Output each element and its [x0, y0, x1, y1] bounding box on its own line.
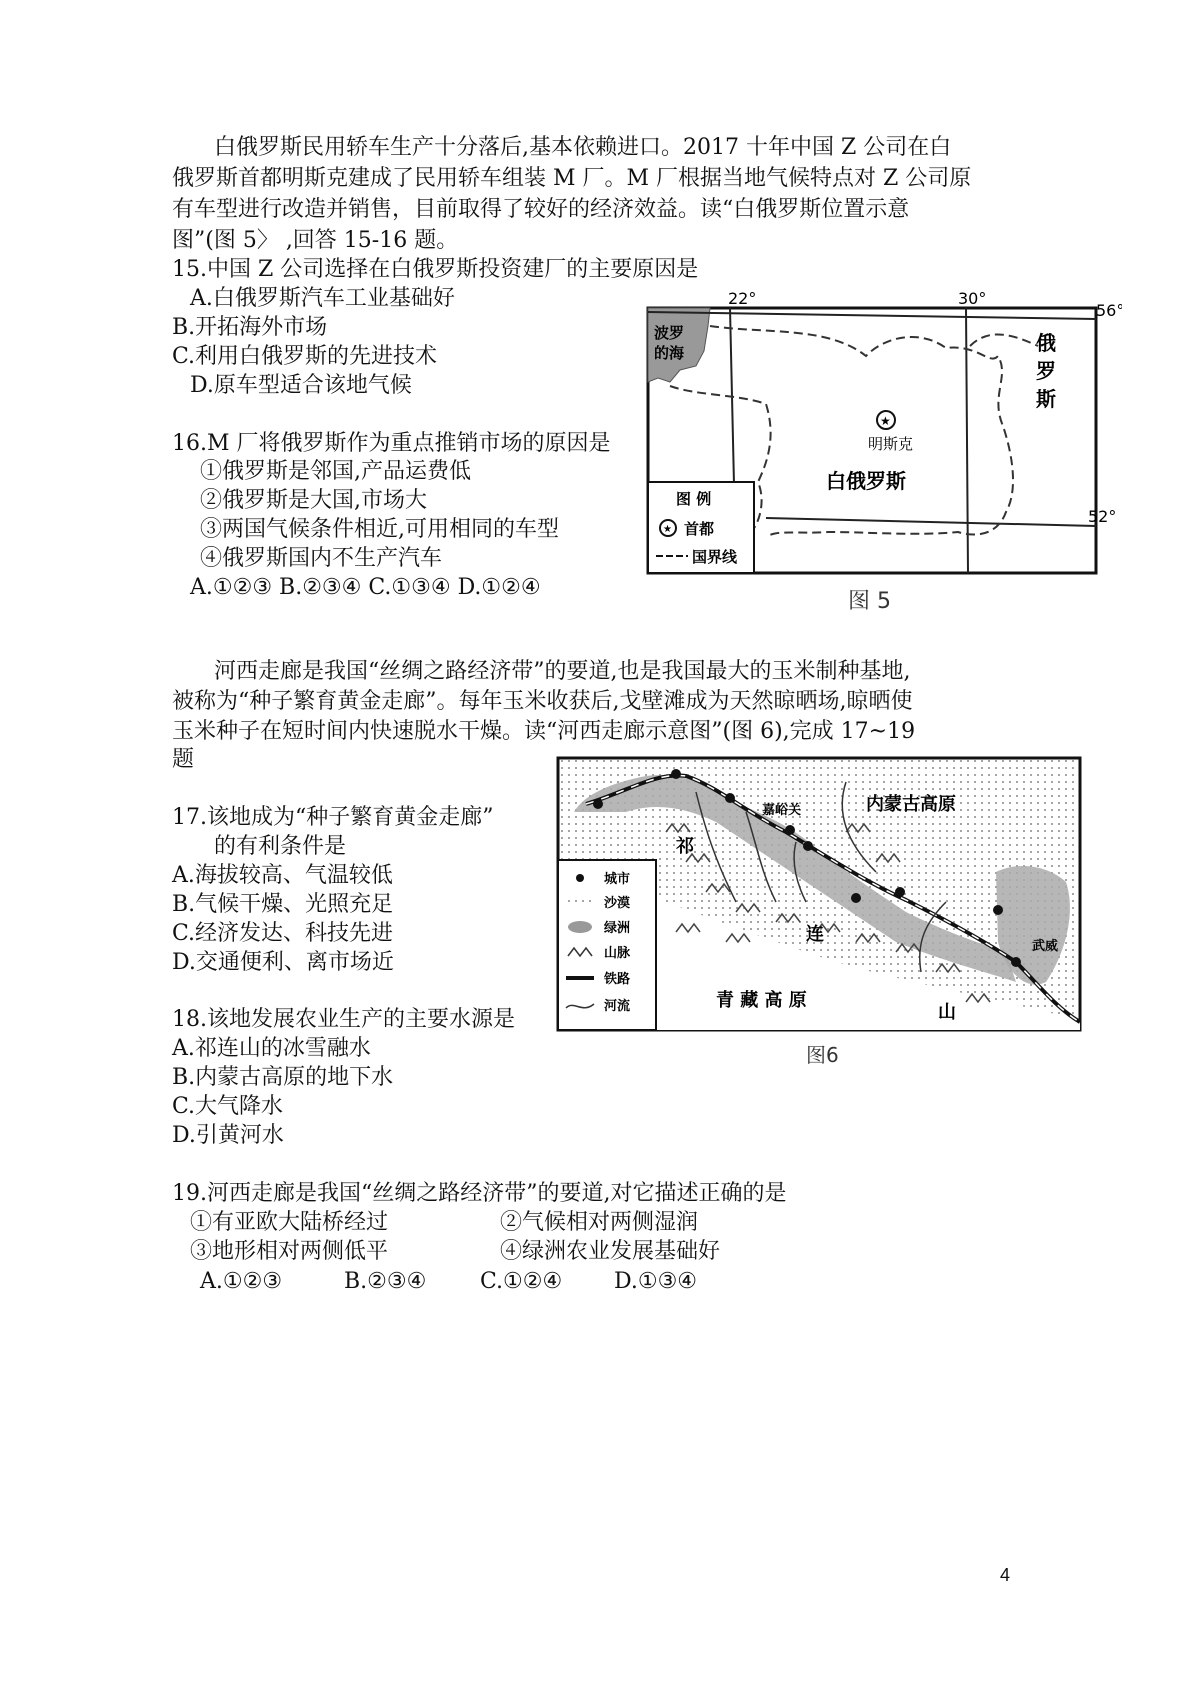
q17-option-b: B.气候干燥、光照充足	[172, 892, 394, 917]
q19-item-3: ③地形相对两侧低平	[190, 1239, 389, 1264]
label-qinghai-tibet-plateau: 青 藏 高 原	[716, 990, 807, 1011]
label-longitude-30: 30°	[958, 289, 987, 308]
label-baltic-sea-2: 的海	[654, 344, 685, 362]
label-belarus: 白俄罗斯	[826, 469, 906, 493]
q18-option-b: B.内蒙古高原的地下水	[172, 1065, 394, 1090]
label-inner-mongolia-plateau: 内蒙古高原	[866, 794, 956, 815]
legend6-mountain-label: 山脉	[604, 946, 631, 961]
q18-option-d: D.引黄河水	[172, 1123, 284, 1148]
city-dot	[671, 769, 681, 779]
legend-capital-star-glyph: ★	[663, 524, 672, 535]
q19-item-4: ④绿洲农业发展基础好	[500, 1239, 721, 1264]
q19-option-d: D.①③④	[614, 1269, 698, 1294]
label-lian: 连	[806, 924, 824, 945]
q19-option-c: C.①②④	[480, 1269, 563, 1294]
q17-stem-2: 的有利条件是	[214, 834, 347, 859]
city-dot	[785, 825, 795, 835]
label-jiayuguan: 嘉峪关	[762, 803, 802, 818]
city-dot	[725, 793, 735, 803]
q15-option-d: D.原车型适合该地气候	[190, 373, 412, 398]
q16-item-2: ②俄罗斯是大国,市场大	[200, 488, 427, 513]
city-dot	[851, 893, 861, 903]
label-wuwei: 武威	[1032, 939, 1059, 954]
label-shan: 山	[938, 1002, 956, 1023]
city-dot	[593, 799, 603, 809]
intro2-line-2: 被称为“种子繁育黄金走廊”。每年玉米收获后,戈壁滩成为天然晾晒场,晾晒使	[172, 689, 913, 714]
legend6-city-icon	[576, 874, 584, 882]
intro1-line-4: 图”(图 5〉 ,回答 15-16 题。	[172, 228, 459, 253]
hexi-map-svg	[546, 752, 1098, 1072]
q15-option-c: C.利用白俄罗斯的先进技术	[172, 344, 438, 369]
city-dot	[895, 887, 905, 897]
label-russia-2: 罗	[1036, 359, 1056, 383]
label-russia-1: 俄	[1036, 331, 1056, 355]
label-baltic-sea-1: 波罗	[654, 324, 685, 342]
intro1-line-1: 白俄罗斯民用轿车生产十分落后,基本依赖进口。2017 十年中国 Z 公司在白	[214, 135, 952, 160]
q16-options: A.①②③ B.②③④ C.①③④ D.①②④	[190, 575, 541, 600]
q15-option-b: B.开拓海外市场	[172, 315, 328, 340]
figure-6-hexi-corridor-map	[546, 752, 1098, 1072]
label-latitude-56: 56°	[1096, 301, 1122, 320]
q17-option-d: D.交通便利、离市场近	[172, 950, 394, 975]
q19-stem: 19.河西走廊是我国“丝绸之路经济带”的要道,对它描述正确的是	[172, 1181, 787, 1206]
label-latitude-52: 52°	[1088, 507, 1117, 526]
q19-option-a: A.①②③	[200, 1269, 283, 1294]
q19-item-2: ②气候相对两侧湿润	[500, 1210, 699, 1235]
q17-option-c: C.经济发达、科技先进	[172, 921, 394, 946]
q18-option-c: C.大气降水	[172, 1094, 284, 1119]
legend-title: 图 例	[676, 490, 712, 508]
legend6-desert-label: 沙漠	[604, 896, 631, 911]
q17-option-a: A.海拔较高、气温较低	[172, 863, 393, 888]
legend6-river-label: 河流	[604, 999, 631, 1014]
q19-option-b: B.②③④	[344, 1269, 427, 1294]
q15-stem: 15.中国 Z 公司选择在白俄罗斯投资建厂的主要原因是	[172, 257, 699, 282]
q16-item-4: ④俄罗斯国内不生产汽车	[200, 546, 443, 571]
legend-capital-label: 首都	[684, 520, 715, 538]
label-longitude-22: 22°	[728, 289, 757, 308]
intro2-line-1: 河西走廊是我国“丝绸之路经济带”的要道,也是我国最大的玉米制种基地,	[214, 659, 911, 684]
q19-item-1: ①有亚欧大陆桥经过	[190, 1210, 389, 1235]
belarus-map-svg	[618, 286, 1122, 622]
capital-star-glyph: ★	[880, 414, 891, 428]
q18-stem: 18.该地发展农业生产的主要水源是	[172, 1007, 515, 1032]
city-dot	[993, 905, 1003, 915]
legend6-city-label: 城市	[604, 872, 631, 887]
legend6-oasis-label: 绿洲	[604, 921, 631, 936]
intro1-line-3: 有车型进行改造并销售，目前取得了较好的经济效益。读“白俄罗斯位置示意	[172, 197, 910, 222]
q16-item-3: ③两国气候条件相近,可用相同的车型	[200, 517, 559, 542]
figure-6-caption: 图6	[806, 1043, 839, 1067]
q16-stem: 16.M 厂将俄罗斯作为重点推销市场的原因是	[172, 431, 611, 456]
q17-stem-1: 17.该地成为“种子繁育黄金走廊”	[172, 805, 494, 830]
page-number: 4	[1000, 1565, 1011, 1585]
legend-border-label: 国界线	[692, 548, 738, 566]
q18-option-a: A.祁连山的冰雪融水	[172, 1036, 371, 1061]
legend6-railway-label: 铁路	[604, 972, 631, 987]
city-dot-wuwei	[1011, 957, 1021, 967]
q16-item-1: ①俄罗斯是邻国,产品运费低	[200, 459, 471, 484]
city-dot	[803, 841, 813, 851]
intro1-line-2: 俄罗斯首都明斯克建成了民用轿车组装 M 厂。M 厂根据当地气候特点对 Z 公司原	[172, 166, 972, 191]
label-qi: 祁	[676, 836, 694, 857]
label-russia-3: 斯	[1036, 387, 1056, 411]
legend6-desert-icon	[568, 896, 592, 906]
intro2-line-3: 玉米种子在短时间内快速脱水干燥。读“河西走廊示意图”(图 6),完成 17~19	[172, 719, 916, 744]
legend6-oasis-icon	[568, 921, 592, 933]
intro2-line-4: 题	[172, 747, 195, 772]
figure-5-belarus-map	[618, 286, 1122, 622]
label-minsk: 明斯克	[868, 435, 914, 453]
q15-option-a: A.白俄罗斯汽车工业基础好	[190, 286, 455, 311]
figure-5-caption: 图 5	[848, 589, 891, 614]
